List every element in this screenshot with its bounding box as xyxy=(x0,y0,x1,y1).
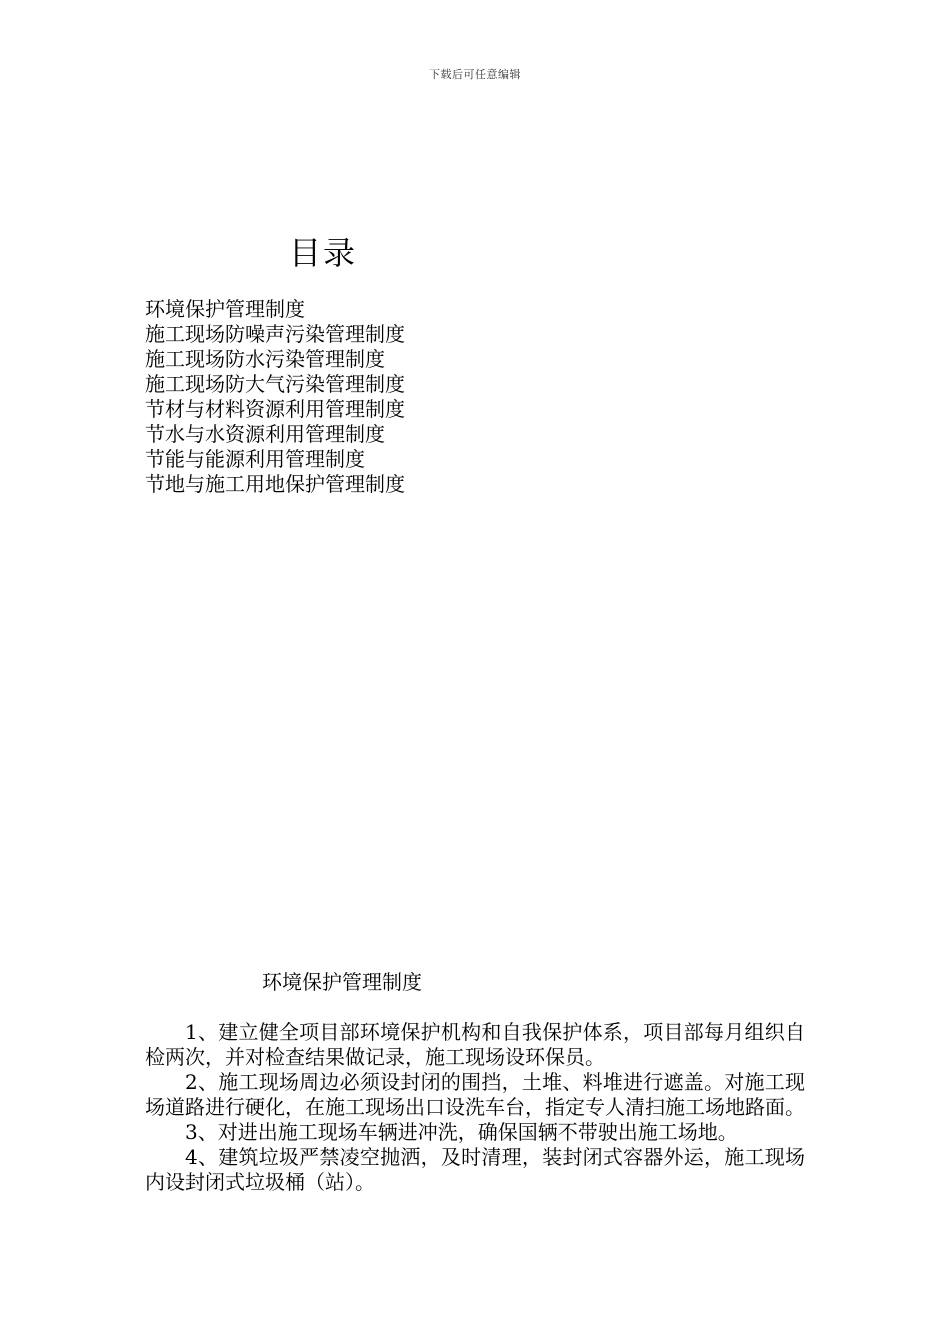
toc-list xyxy=(145,297,405,497)
paragraph: 4、建筑垃圾严禁凌空抛洒，及时清理，装封闭式容器外运，施工现场内设封闭式垃圾桶（站）。 xyxy=(145,1145,805,1194)
toc-item-air-pollution: 施工现场防大气污染管理制度 xyxy=(145,372,405,396)
paragraph: 2、施工现场周边必须设封闭的围挡，土堆、料堆进行遮盖。对施工现场道路进行硬化，在施工现场出口设洗车台，指定专人清扫施工场地路面。 xyxy=(145,1070,805,1119)
section-body xyxy=(145,1020,805,1195)
paragraph: 3、对进出施工现场车辆进冲洗，确保国辆不带驶出施工场地。 xyxy=(185,1120,738,1144)
paragraph: 1、建立健全项目部环境保护机构和自我保护体系，项目部每月组织自检两次，并对检查结果做记录，施工现场设环保员。 xyxy=(145,1020,805,1069)
header-note: 下载后可任意编辑 xyxy=(429,68,521,81)
section-title: 环境保护管理制度 xyxy=(262,970,422,994)
toc-item-land-saving: 节地与施工用地保护管理制度 xyxy=(145,472,405,496)
toc-item-noise: 施工现场防噪声污染管理制度 xyxy=(145,322,405,346)
toc-item-materials: 节材与材料资源利用管理制度 xyxy=(145,397,405,421)
toc-item-water-saving: 节水与水资源利用管理制度 xyxy=(145,422,385,446)
toc-title: 目录 xyxy=(289,234,358,272)
toc-item-water-pollution: 施工现场防水污染管理制度 xyxy=(145,347,385,371)
toc-item-environment: 环境保护管理制度 xyxy=(145,297,305,321)
toc-item-energy-saving: 节能与能源利用管理制度 xyxy=(145,447,365,471)
